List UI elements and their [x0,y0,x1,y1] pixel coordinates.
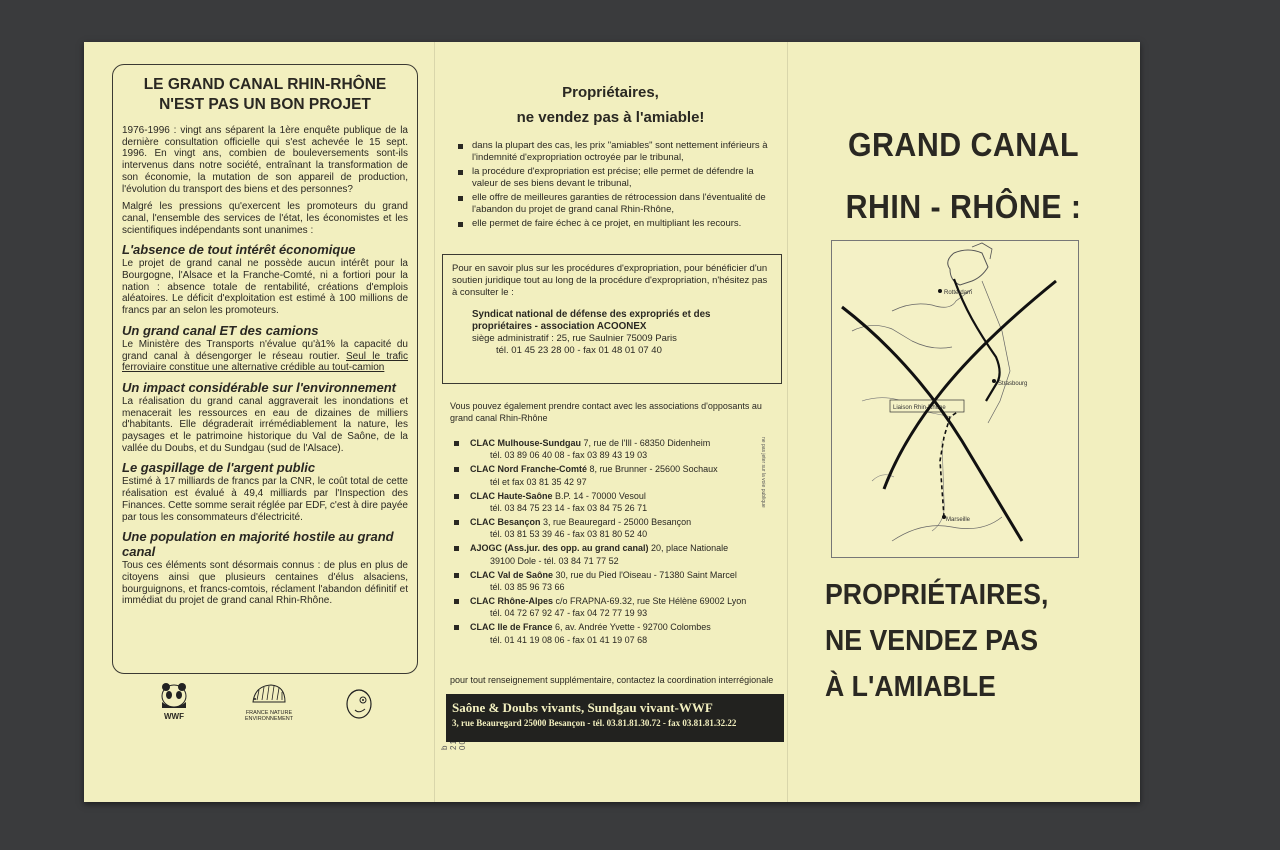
fne-logo [244,682,294,722]
list-item: elle permet de faire échec à ce projet, en multipliant les recours. [454,218,770,230]
middle-panel [434,42,787,802]
logos-row [144,682,394,732]
section-heading: L'absence de tout intérêt économique [122,242,356,258]
list-item: CLAC Besançon 3, rue Beauregard - 25000 Besançon tél. 03 81 53 39 46 - fax 03 81 80 52 40 [452,516,772,541]
arguments-list [454,140,770,232]
section-text: Estimé à 17 milliards de francs par la CNR, le coût total de cette réalisation est évalué à 49,4 milliards par l'Inspection des Finances. Cette somme serait réglée par EDF, c'est à dire payée par tous les consommateurs d'électricité. [122,476,408,523]
banner-title: Saône & Doubs vivants, Sundgau vivant-WWF [452,700,713,715]
list-item: CLAC Rhône-Alpes c/o FRAPNA-69.32, rue Ste Hélène 69002 Lyon tél. 04 72 67 92 47 - fax 04 72 77 19 93 [452,595,772,620]
intro-paragraph: 1976-1996 : vingt ans séparent la 1ère enquête publique de la dernière consultation officielle qui s'est achevée le 15 sept. 1996. En vingt ans, combien de bouleversements sont-ils intervenus dans notre société, entraînant la transformation de son économie, la mutation de son appareil de production, l'évolution du transport des biens et des personnes? [122,125,408,195]
hedgehog-icon [249,682,289,706]
list-item: CLAC Val de Saône 30, rue du Pied l'Oiseau - 71380 Saint Marcel tél. 03 85 96 73 66 [452,569,772,594]
list-item: CLAC Mulhouse-Sundgau 7, rue de l'Ill - 68350 Didenheim tél. 03 89 06 40 08 - fax 03 89 43 19 03 [452,437,772,462]
section-text: Tous ces éléments sont désormais connus : de plus en plus de citoyens ainsi que plusieurs centaines d'élus alsaciens, bourguignons, et francs-comtois, réclament l'abandon définitif et immédiat du projet de grand canal Rhin-Rhône. [122,560,408,607]
marseille-label: Marseille [946,517,971,523]
contact-intro: Vous pouvez également prendre contact avec les associations d'opposants au grand canal Rhin-Rhône [450,401,762,423]
map-illustration [832,241,1078,557]
section-text: Le projet de grand canal ne possède aucun intérêt pour la Bourgogne, l'Alsace et la Franche-Comté, ni a fortiori pour la nation : absence totale de rentabilité, créations d'emplois aléatoires. Le déficit d'exploitation est estimé à 100 millions de francs par an selon les promoteurs. [122,258,408,317]
fne-logo-text: FRANCE NATURE ENVIRONNEMENT [244,710,294,722]
syndicat-address: siège administratif : 25, rue Saulnier 75009 Paris [472,333,677,344]
side-note: ne pas jeter sur la voie publique [760,437,766,508]
left-panel [84,42,449,802]
section-heading: Le gaspillage de l'argent public [122,460,316,476]
syndicat-block [452,309,772,357]
section-heading: Un grand canal ET des camions [122,322,319,338]
syndicat-phone: tél. 01 45 23 28 00 - fax 01 48 01 07 40 [496,345,662,356]
section-text: Le Ministère des Transports n'évalue qu'à1% la capacité du grand canal à désengorger le réseau routier. Seul le trafic ferroviaire constitue une alternative crédible au tout-camion [122,338,409,374]
cover-title: GRAND CANAL RHIN - RHÔNE : [845,126,1082,225]
leaflet-sheet [84,42,1140,802]
rotterdam-label: Rotterdam [944,290,973,296]
renseignement-text: pour tout renseignement supplémentaire, contactez la coordination interrégionale [450,675,774,685]
wwf-logo-text: WWF [164,712,184,721]
banner-address: 3, rue Beauregard 25000 Besançon - tél. 03.81.81.30.72 - fax 03.81.81.32.22 [452,718,737,728]
fish-logo-icon [339,682,379,722]
left-panel-title: LE GRAND CANAL RHIN-RHÔNE N'EST PAS UN BON PROJET [143,76,387,113]
liaison-label: Liaison Rhin-Rhône [893,405,946,411]
crossed-map [831,240,1079,558]
reference-code: b [440,744,449,750]
section-heading: Un impact considérable sur l'environnement [122,379,396,395]
pressions-paragraph: Malgré les pressions qu'exercent les promoteurs du grand canal, l'ensemble des services de l'état, les économistes et les scientifiques indépendants sont unanimes : [122,201,408,236]
list-item: AJOGC (Ass.jur. des opp. au grand canal) 20, place Nationale 39100 Dole - tél. 03 84 71 77 52 [452,542,772,567]
list-item: CLAC Haute-Saône B.P. 14 - 70000 Vesoul tél. 03 84 75 23 14 - fax 03 84 75 26 71 [452,490,772,515]
section-heading: Une population en majorité hostile au grand canal [122,529,394,560]
list-item: dans la plupart des cas, les prix "amiables" sont nettement inférieurs à l'indemnité d'expropriation octroyée par le tribunal, [454,140,770,164]
list-item: la procédure d'expropriation est précise; elle permet de défendre la valeur de ses biens devant le tribunal, [454,166,770,190]
fish-logo [334,682,384,724]
expropriation-info-box [442,254,782,384]
strasbourg-label: Strasbourg [998,381,1028,387]
associations-list [452,437,772,648]
wwf-banner [446,694,784,742]
wwf-logo [154,682,194,721]
panda-icon [158,682,190,708]
list-item: elle offre de meilleures garanties de rétrocession dans l'éventualité de l'abandon du projet de grand canal Rhin-Rhône, [454,192,770,216]
info-text: Pour en savoir plus sur les procédures d'expropriation, pour bénéficier d'un soutien juridique tout au long de la procédure d'expropriation, n'hésitez pas à consulter le : [452,263,768,298]
cover-panel [787,42,1140,802]
syndicat-name: Syndicat national de défense des expropriés et des propriétaires - association ACOONEX [472,309,711,332]
cover-slogan: PROPRIÉTAIRES, NE VENDEZ PAS À L'AMIABLE [825,579,1049,703]
list-item: CLAC Ile de France 6, av. Andrée Yvette - 92700 Colombes tél. 01 41 19 08 06 - fax 01 41 19 07 68 [452,621,772,646]
argument-box [112,64,418,674]
list-item: CLAC Nord Franche-Comté 8, rue Brunner - 25600 Sochaux tél et fax 03 81 35 42 97 [452,463,772,488]
middle-panel-title: Propriétaires, ne vendez pas à l'amiable! [516,84,705,126]
section-text: La réalisation du grand canal aggraverait les inondations et menacerait les ressources en eau de dizaines de milliers d'habitants. Elle dégraderait irrémédiablement la nature, les paysages et le patrimoine historique du Val de Saône, de la vallée du Doubs, et du Sundgau (sud de l'Alsace). [122,395,408,454]
